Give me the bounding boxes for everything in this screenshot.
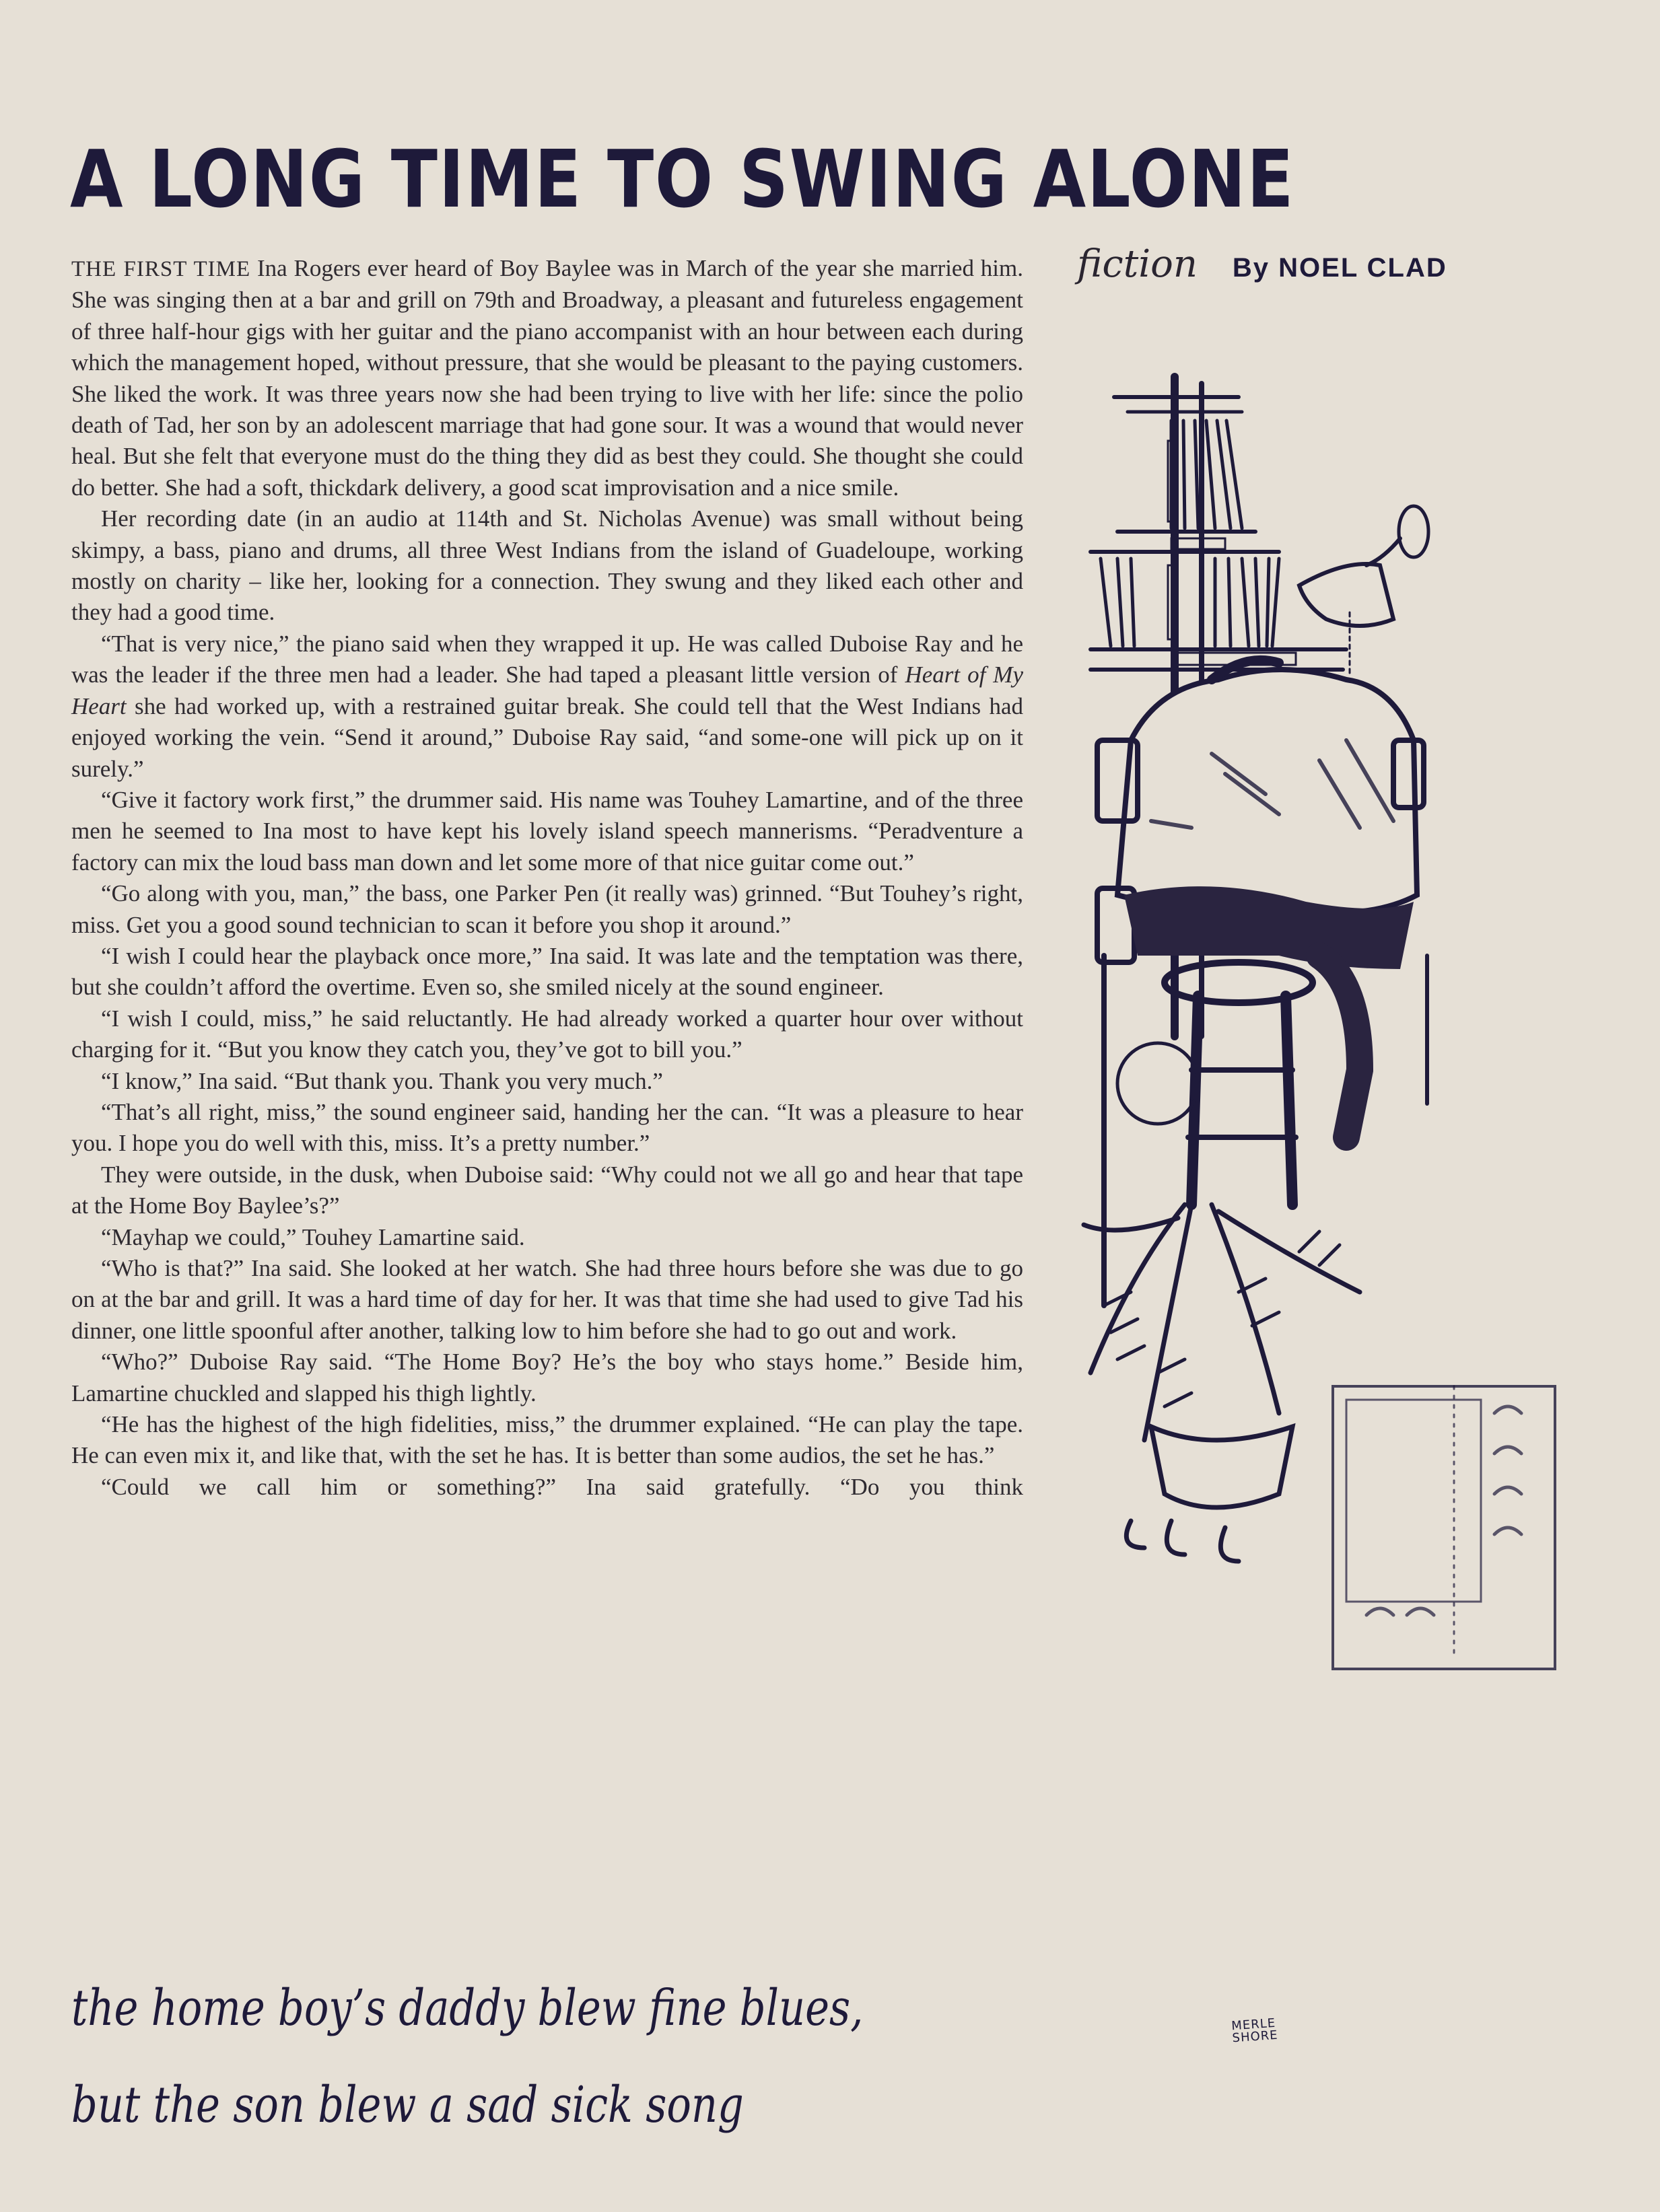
pull-quote-line: but the son blew a sad sick song (71, 2076, 744, 2134)
paragraph-text: she had worked up, with a restrained guitar break. She could tell that the West Indians had enjoyed working the vein. “Send it around,” Duboise Ray said, “and some-one will pick up on it surely.” (71, 692, 1023, 782)
paragraph-text: “That is very nice,” the piano said when they wrapped it up. He was called Duboise Ray and he was the leader if the three men had a leader. She had taped a pleasant little version of (71, 630, 1023, 688)
pull-quote-line: the home boy’s daddy blew fine blues, (71, 1979, 864, 2037)
artist-signature (1231, 2015, 1279, 2046)
article-body (71, 253, 1023, 1503)
paragraph: “He has the highest of the high fidelities, miss,” the drummer explained. “He can play the tape. He can even mix it, and like that, with the set he has. It is better than some audios, the set he has.” (71, 1411, 1023, 1469)
paragraph-text: Ina Rogers ever heard of Boy Baylee was in March of the year she married him. She was singing then at a bar and grill on 79th and Broadway, a pleasant and futureless engagement of three half-hour gigs with her guitar and the piano accompanist with an hour between each during which the management hoped, without pressure, that she would be pleasant to the paying customers. She liked the work. It was three years now she had been trying to live with her life: since the polio death of Tad, her son by an adolescent marriage that had gone sour. It was a wound that would never heal. But she felt that everyone must do the thing they did as best they could. She thought she could do better. She had a soft, thickdark delivery, a good scat improvisation and a nice smile. (71, 255, 1024, 501)
paragraph: “Who is that?” Ina said. She looked at her watch. She had three hours before she was due to go on at the bar and grill. It was a hard time of day for her. It was that time she had used to give Tad his dinner, one little spoonful after another, talking low to him before she had to go out and work. (71, 1255, 1023, 1344)
author-byline: By NOEL CLAD (1232, 253, 1447, 283)
paragraph: “I wish I could, miss,” he said reluctantly. He had already worked a quarter hour over without charging for it. “But you know they catch you, they’ve got to bill you.” (71, 1005, 1023, 1063)
paragraph (71, 253, 1023, 503)
paragraph: “I wish I could hear the playback once more,” Ina said. It was late and the temptation was there, but she couldn’t afford the overtime. Even so, she smiled nicely at the sound engineer. (71, 942, 1023, 1001)
paragraph (71, 629, 1023, 785)
paragraph: “Who?” Duboise Ray said. “The Home Boy? He’s the boy who stays home.” Beside him, Lamartine chuckled and slapped his thigh lightly. (71, 1349, 1023, 1406)
paragraph: “Mayhap we could,” Touhey Lamartine said. (101, 1223, 525, 1250)
paragraph: “That’s all right, miss,” the sound engineer said, handing her the can. “It was a pleasure to hear you. I hope you do well with this, miss. It’s a pretty number.” (71, 1098, 1023, 1157)
lead-in: THE FIRST TIME (71, 257, 251, 281)
byline-block (1077, 242, 1447, 286)
signature-line: MERLE (1231, 2015, 1276, 2034)
woodcut-illustration (1077, 363, 1602, 2153)
signature-line: SHORE (1231, 2028, 1279, 2046)
paragraph: “Go along with you, man,” the bass, one Parker Pen (it really was) grinned. “But Touhey’s right, miss. Get you a good sound technician to scan it before you shop it around.” (71, 880, 1023, 938)
paragraph: They were outside, in the dusk, when Duboise said: “Why could not we all go and hear that tape at the Home Boy Baylee’s?” (71, 1161, 1023, 1219)
song-title: Heart of My Heart (71, 662, 1023, 719)
article-title: A LONG TIME TO SWING ALONE (70, 133, 1295, 226)
paragraph: “Give it factory work first,” the drummer said. His name was Touhey Lamartine, and of the three men he seemed to Ina most to have kept his lovely island speech mannerisms. “Peradventure a factory can mix the loud bass man down and let some more of that nice guitar come out.” (71, 786, 1023, 876)
section-label: fiction (1077, 242, 1198, 286)
paragraph: “I know,” Ina said. “But thank you. Thank you very much.” (101, 1067, 663, 1094)
pull-quote (71, 1960, 863, 2153)
paragraph: “Could we call him or something?” Ina said gratefully. “Do you think (101, 1473, 1023, 1500)
paragraph: Her recording date (in an audio at 114th and St. Nicholas Avenue) was small without being skimpy, a bass, piano and drums, all three West Indians from the island of Guadeloupe, working mostly on charity – like her, looking for a connection. They swung and they liked each other and they had a good time. (71, 505, 1023, 626)
